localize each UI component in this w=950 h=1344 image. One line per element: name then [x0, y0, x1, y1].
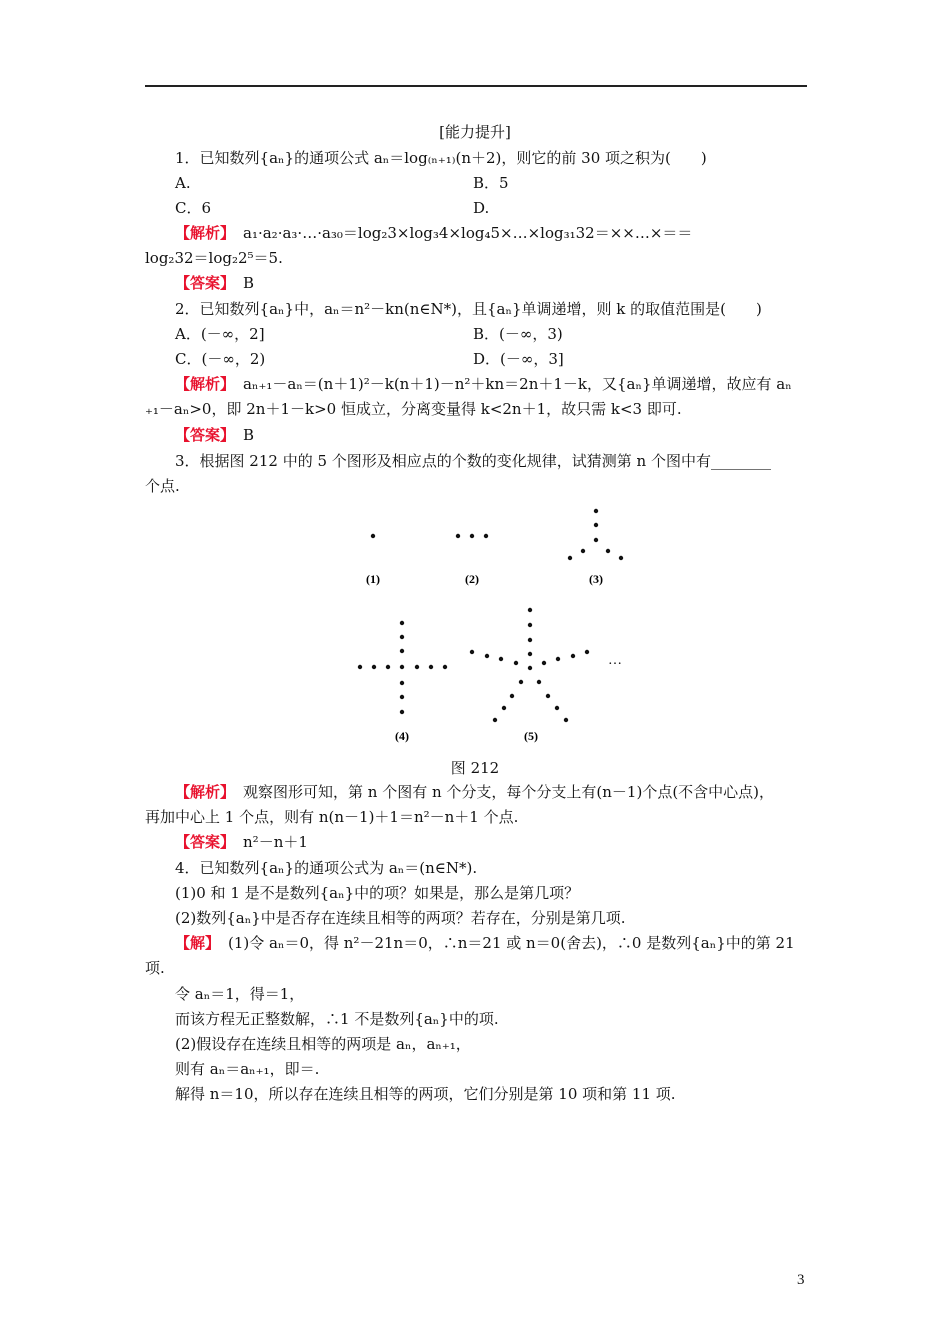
- q4-stem: 4．已知数列{aₙ}的通项公式为 aₙ＝(n∈N*).: [175, 859, 478, 877]
- q2-analysis-cont: ₊₁－aₙ>0，即 2n＋1－k>0 恒成立，分离变量得 k<2n＋1，故只需 k<3 即可.: [145, 400, 682, 418]
- fig3-dot: [568, 556, 572, 560]
- fig5-dot: [502, 706, 506, 710]
- q1-analysis-cont: log₂32＝log₂2⁵＝5.: [145, 249, 283, 267]
- q3-analysis: [175, 782, 774, 802]
- fig5-dot: [470, 650, 474, 654]
- fig2-dot: [456, 534, 460, 538]
- q2-option-a: A．(－∞，2]: [175, 325, 265, 343]
- answer-tag: 【答案】: [175, 833, 236, 851]
- fig5-dot: [571, 654, 575, 658]
- q4-solution-text: (1)令 aₙ＝0，得 n²－21n＝0，∴n＝21 或 n＝0(舍去)，∴0 是数列{aₙ}中的第 21: [228, 934, 795, 952]
- fig3-dot: [594, 523, 598, 527]
- fig2-dot: [470, 534, 474, 538]
- q4-solution: [175, 933, 795, 953]
- q1-option-b: B．5: [473, 174, 509, 192]
- fig4-dot: [400, 649, 404, 653]
- fig5-dot: [499, 657, 503, 661]
- fig4-dot: [429, 665, 433, 669]
- solution-tag: 【解】: [175, 934, 221, 952]
- fig4-dot: [358, 665, 362, 669]
- fig4-dot: [400, 695, 404, 699]
- fig5-dot: [514, 661, 518, 665]
- q2-answer-value: B: [243, 426, 255, 444]
- fig4-dot: [400, 635, 404, 639]
- fig5-dot: [564, 718, 568, 722]
- q2-option-d: D．(－∞，3]: [473, 350, 564, 368]
- fig3-dot: [619, 556, 623, 560]
- fig5-dot: [528, 623, 532, 627]
- header-rule: [145, 85, 807, 87]
- fig4-dot: [400, 621, 404, 625]
- fig2-dot: [484, 534, 488, 538]
- q1-option-a: A.: [175, 174, 191, 192]
- fig-label-1: (1): [366, 572, 380, 586]
- q3-analysis-cont: 再加中心上 1 个点，则有 n(n－1)＋1＝n²－n＋1 个点.: [145, 808, 519, 826]
- fig3-dot: [594, 538, 598, 542]
- q4-solution-line: 则有 aₙ＝aₙ₊₁，即＝.: [175, 1060, 320, 1078]
- q3-answer-value: n²－n＋1: [243, 833, 308, 851]
- fig5-dot: [485, 654, 489, 658]
- fig4-dot: [400, 665, 404, 669]
- fig5-dot: [537, 680, 541, 684]
- fig5-dot: [556, 657, 560, 661]
- q1-answer-value: B: [243, 274, 255, 292]
- q2-option-c: C．(－∞，2): [175, 350, 266, 368]
- fig3-dot: [581, 549, 585, 553]
- q4-solution-cont: 项.: [145, 959, 165, 977]
- q4-solution-line: (2)假设存在连续且相等的两项是 aₙ，aₙ₊₁，: [175, 1035, 471, 1053]
- q4-solution-line: 令 aₙ＝1，得＝1，: [175, 985, 305, 1003]
- fig3-dot: [606, 549, 610, 553]
- fig5-dot: [528, 638, 532, 642]
- q4-part-1: (1)0 和 1 是不是数列{aₙ}中的项？如果是，那么是第几项？: [175, 884, 580, 902]
- fig4-dot: [400, 710, 404, 714]
- q4-solution-line: 而该方程无正整数解，∴1 不是数列{aₙ}中的项.: [175, 1010, 499, 1028]
- q3-answer: [175, 832, 308, 852]
- q1-analysis: [175, 223, 692, 243]
- q1-analysis-text: a₁·a₂·a₃·…·a₃₀＝log₂3×log₃4×log₄5×…×log₃₁32＝××…×＝＝: [243, 224, 693, 242]
- fig4-dot: [400, 681, 404, 685]
- q1-answer: [175, 273, 254, 293]
- q3-analysis-text: 观察图形可知，第 n 个图有 n 个分支，每个分支上有(n－1)个点(不含中心点)，: [243, 783, 775, 801]
- fig4-dot: [372, 665, 376, 669]
- fig5-dot: [528, 666, 532, 670]
- fig4-dot: [415, 665, 419, 669]
- fig5-dot: [519, 680, 523, 684]
- q1-stem: 1．已知数列{aₙ}的通项公式 aₙ＝log₍ₙ₊₁₎(n＋2)，则它的前 30 项之积为( ): [175, 149, 707, 167]
- q1-option-d: D.: [473, 199, 490, 217]
- q4-part-2: (2)数列{aₙ}中是否存在连续且相等的两项？若存在，分别是第几项.: [175, 909, 626, 927]
- fig-label-5: (5): [524, 729, 538, 743]
- fig5-dot: [546, 694, 550, 698]
- q3-stem: 3．根据图 212 中的 5 个图形及相应点的个数的变化规律，试猜测第 n 个图中有________: [175, 452, 771, 470]
- fig4-dot: [443, 665, 447, 669]
- fig5-dot: [528, 652, 532, 656]
- answer-tag: 【答案】: [175, 274, 236, 292]
- q2-option-b: B．(－∞，3): [473, 325, 563, 343]
- fig3-dot: [594, 509, 598, 513]
- dot-pattern-figure: [340, 498, 640, 748]
- q2-answer: [175, 425, 254, 445]
- fig5-dot: [528, 608, 532, 612]
- fig-ellipsis: …: [608, 653, 622, 668]
- fig5-dot: [510, 694, 514, 698]
- q4-solution-line: 解得 n＝10，所以存在连续且相等的两项，它们分别是第 10 项和第 11 项.: [175, 1085, 676, 1103]
- fig5-dot: [555, 706, 559, 710]
- analysis-tag: 【解析】: [175, 224, 236, 242]
- q1-option-c: C．6: [175, 199, 212, 217]
- section-title: [能力提升]: [439, 123, 511, 141]
- fig-label-4: (4): [395, 729, 409, 743]
- fig-label-3: (3): [589, 572, 603, 586]
- figure-caption: 图 212: [450, 759, 500, 777]
- fig1-dot: [371, 534, 375, 538]
- fig-label-2: (2): [465, 572, 479, 586]
- answer-tag: 【答案】: [175, 426, 236, 444]
- page-number: 3: [797, 1272, 805, 1288]
- analysis-tag: 【解析】: [175, 375, 236, 393]
- fig5-dot: [585, 650, 589, 654]
- q2-stem: 2．已知数列{aₙ}中，aₙ＝n²－kn(n∈N*)，且{aₙ}单调递增，则 k 的取值范围是( ): [175, 300, 762, 318]
- analysis-tag: 【解析】: [175, 783, 236, 801]
- fig4-dot: [386, 665, 390, 669]
- q3-stem-cont: 个点.: [145, 477, 180, 495]
- q2-analysis: [175, 374, 792, 394]
- fig5-dot: [493, 718, 497, 722]
- fig5-dot: [542, 661, 546, 665]
- q2-analysis-text: aₙ₊₁－aₙ＝(n＋1)²－k(n＋1)－n²＋kn＝2n＋1－k，又{aₙ}单调递增，故应有 aₙ: [243, 375, 792, 393]
